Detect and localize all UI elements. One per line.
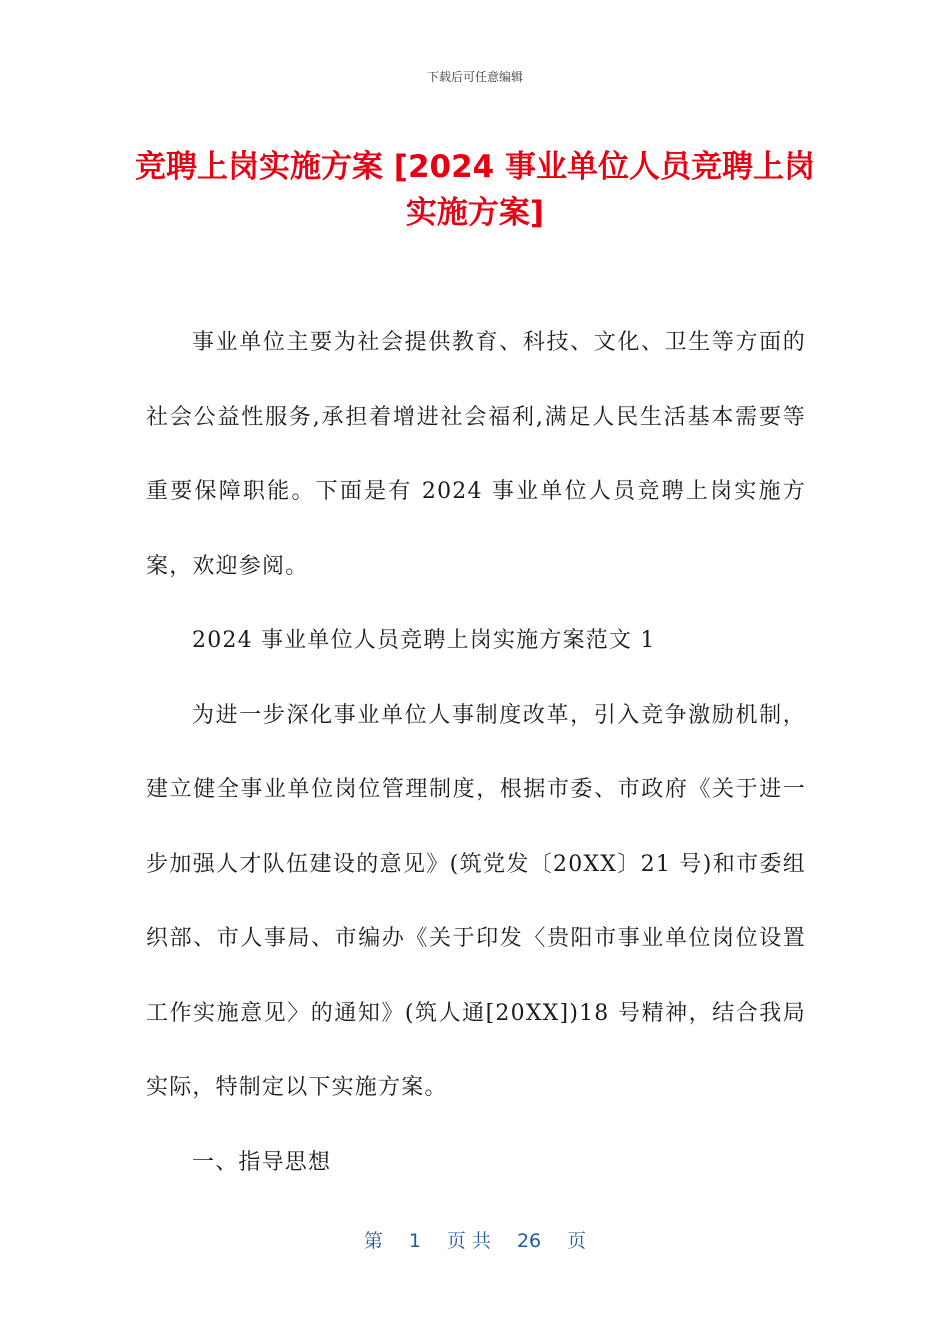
page-footer — [0, 1226, 950, 1253]
intro-paragraph: 事业单位主要为社会提供教育、科技、文化、卫生等方面的社会公益性服务,承担着增进社会福利,满足人民生活基本需要等重要保障职能。下面是有 2024 事业单位人员竞聘上岗实施方案，欢迎参阅。 — [146, 330, 806, 579]
section-heading-guiding-thought: 一、指导思想 — [192, 1149, 332, 1175]
header-note: 下载后可任意编辑 — [426, 70, 523, 84]
document-body — [146, 306, 806, 1200]
document-title: 竞聘上岗实施方案 [2024 事业单位人员竞聘上岗实施方案] — [134, 149, 816, 231]
footer-suffix: 页 — [567, 1230, 587, 1252]
section-heading-sample: 2024 事业单位人员竞聘上岗实施方案范文 1 — [192, 628, 656, 653]
footer-middle: 页 共 — [446, 1230, 491, 1252]
footer-total-pages: 26 — [516, 1230, 542, 1252]
purpose-paragraph: 为进一步深化事业单位人事制度改革，引入竞争激励机制，建立健全事业单位岗位管理制度，根据市委、市政府《关于进一步加强人才队伍建设的意见》(筑党发〔20XX〕21 号)和市委组织部、市人事局、市编办《关于印发〈贵阳市事业单位岗位设置工作实施意见〉的通知》(筑人通[20XX])18 号精神，结合我局实际，特制定以下实施方案。 — [146, 702, 806, 1100]
footer-current-page: 1 — [408, 1230, 421, 1252]
footer-prefix: 第 — [363, 1230, 383, 1252]
